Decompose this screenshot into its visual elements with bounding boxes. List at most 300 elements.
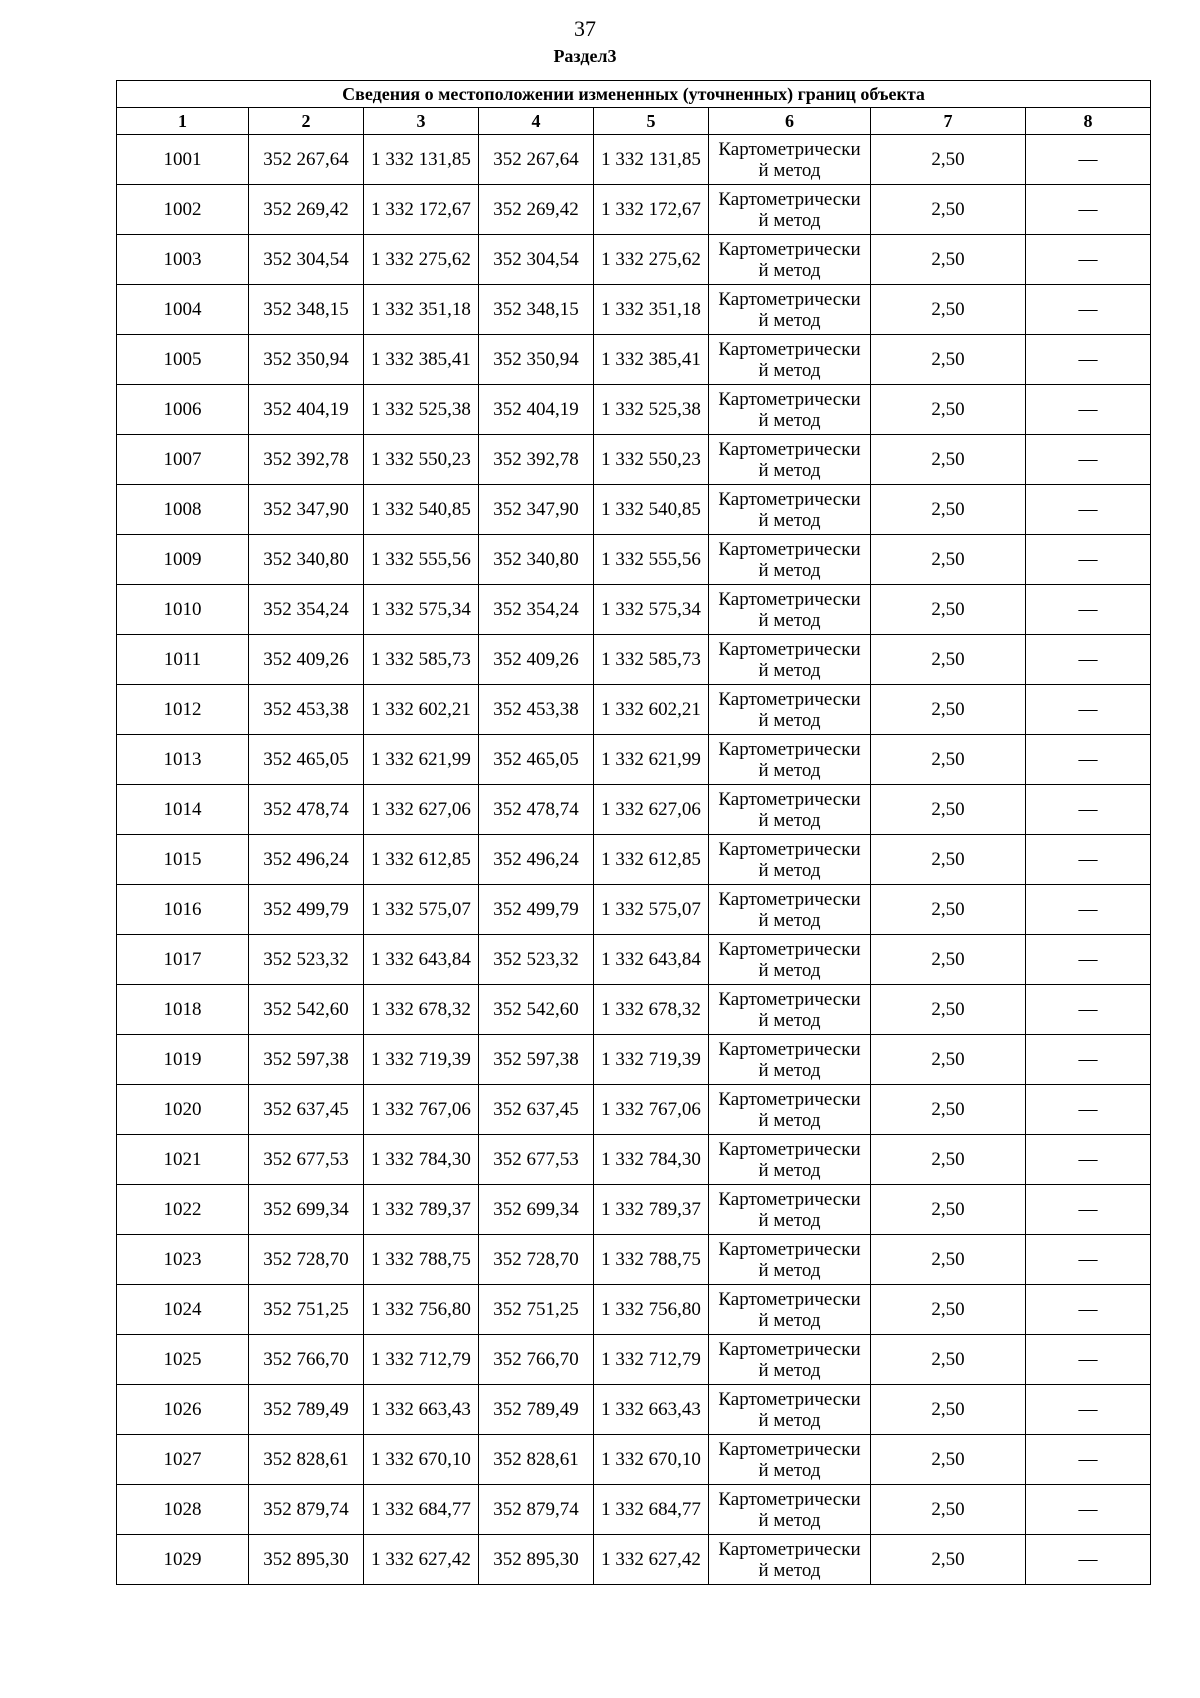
method-line-1: Картометрически — [718, 838, 861, 860]
point-number-cell: 1013 — [117, 735, 249, 785]
method-cell — [709, 1035, 871, 1085]
y-existing-cell: 1 332 684,77 — [364, 1485, 479, 1535]
x-refined-cell: 352 392,78 — [479, 435, 594, 485]
method-line-1: Картометрически — [718, 438, 861, 460]
method-line-1: Картометрически — [718, 1288, 861, 1310]
y-existing-cell: 1 332 784,30 — [364, 1135, 479, 1185]
y-refined-cell: 1 332 385,41 — [594, 335, 709, 385]
point-number-cell: 1029 — [117, 1535, 249, 1585]
method-line-2: й метод — [758, 759, 821, 781]
table-row — [117, 1135, 1151, 1185]
x-existing-cell: 352 350,94 — [249, 335, 364, 385]
x-refined-cell: 352 828,61 — [479, 1435, 594, 1485]
y-refined-cell: 1 332 678,32 — [594, 985, 709, 1035]
accuracy-cell: 2,50 — [871, 385, 1026, 435]
x-refined-cell: 352 789,49 — [479, 1385, 594, 1435]
y-existing-cell: 1 332 789,37 — [364, 1185, 479, 1235]
y-refined-cell: 1 332 550,23 — [594, 435, 709, 485]
method-line-2: й метод — [758, 1559, 821, 1581]
accuracy-cell: 2,50 — [871, 1385, 1026, 1435]
y-existing-cell: 1 332 627,42 — [364, 1535, 479, 1585]
x-existing-cell: 352 597,38 — [249, 1035, 364, 1085]
description-cell: — — [1026, 1135, 1151, 1185]
method-line-1: Картометрически — [718, 788, 861, 810]
method-line-2: й метод — [758, 259, 821, 281]
description-cell: — — [1026, 985, 1151, 1035]
y-existing-cell: 1 332 131,85 — [364, 135, 479, 185]
method-line-1: Картометрически — [718, 738, 861, 760]
y-refined-cell: 1 332 719,39 — [594, 1035, 709, 1085]
point-number-cell: 1021 — [117, 1135, 249, 1185]
description-cell: — — [1026, 1435, 1151, 1485]
method-line-2: й метод — [758, 1309, 821, 1331]
x-existing-cell: 352 789,49 — [249, 1385, 364, 1435]
accuracy-cell: 2,50 — [871, 1435, 1026, 1485]
method-cell — [709, 985, 871, 1035]
y-refined-cell: 1 332 351,18 — [594, 285, 709, 335]
accuracy-cell: 2,50 — [871, 435, 1026, 485]
description-cell: — — [1026, 685, 1151, 735]
method-cell — [709, 235, 871, 285]
method-cell — [709, 935, 871, 985]
point-number-cell: 1017 — [117, 935, 249, 985]
method-line-2: й метод — [758, 959, 821, 981]
method-cell — [709, 535, 871, 585]
y-refined-cell: 1 332 575,07 — [594, 885, 709, 935]
method-line-1: Картометрически — [718, 588, 861, 610]
method-line-2: й метод — [758, 309, 821, 331]
y-existing-cell: 1 332 663,43 — [364, 1385, 479, 1435]
y-existing-cell: 1 332 712,79 — [364, 1335, 479, 1385]
accuracy-cell: 2,50 — [871, 135, 1026, 185]
x-existing-cell: 352 409,26 — [249, 635, 364, 685]
table-row — [117, 1435, 1151, 1485]
description-cell: — — [1026, 785, 1151, 835]
description-cell: — — [1026, 385, 1151, 435]
y-existing-cell: 1 332 621,99 — [364, 735, 479, 785]
method-line-2: й метод — [758, 459, 821, 481]
point-number-cell: 1028 — [117, 1485, 249, 1535]
method-cell — [709, 485, 871, 535]
description-cell: — — [1026, 185, 1151, 235]
x-refined-cell: 352 409,26 — [479, 635, 594, 685]
method-line-1: Картометрически — [718, 1038, 861, 1060]
table-row — [117, 635, 1151, 685]
description-cell: — — [1026, 1185, 1151, 1235]
column-number-6: 6 — [709, 108, 871, 135]
x-existing-cell: 352 751,25 — [249, 1285, 364, 1335]
point-number-cell: 1026 — [117, 1385, 249, 1435]
description-cell: — — [1026, 735, 1151, 785]
table-row — [117, 1485, 1151, 1535]
y-refined-cell: 1 332 663,43 — [594, 1385, 709, 1435]
description-cell: — — [1026, 935, 1151, 985]
x-existing-cell: 352 496,24 — [249, 835, 364, 885]
table-row — [117, 385, 1151, 435]
accuracy-cell: 2,50 — [871, 335, 1026, 385]
table-row — [117, 1185, 1151, 1235]
x-refined-cell: 352 637,45 — [479, 1085, 594, 1135]
method-cell — [709, 635, 871, 685]
description-cell: — — [1026, 285, 1151, 335]
method-line-2: й метод — [758, 1159, 821, 1181]
method-cell — [709, 285, 871, 335]
x-refined-cell: 352 499,79 — [479, 885, 594, 935]
table-row — [117, 235, 1151, 285]
x-existing-cell: 352 637,45 — [249, 1085, 364, 1135]
method-cell — [709, 435, 871, 485]
table-row — [117, 485, 1151, 535]
section-title: Раздел3 — [553, 46, 617, 66]
table-row — [117, 1385, 1151, 1435]
table-row — [117, 1335, 1151, 1385]
y-refined-cell: 1 332 788,75 — [594, 1235, 709, 1285]
x-refined-cell: 352 465,05 — [479, 735, 594, 785]
x-existing-cell: 352 895,30 — [249, 1535, 364, 1585]
y-refined-cell: 1 332 540,85 — [594, 485, 709, 535]
column-number-7: 7 — [871, 108, 1026, 135]
table-body — [117, 135, 1151, 1585]
table-row — [117, 535, 1151, 585]
point-number-cell: 1023 — [117, 1235, 249, 1285]
x-existing-cell: 352 677,53 — [249, 1135, 364, 1185]
description-cell: — — [1026, 135, 1151, 185]
column-number-row — [117, 108, 1151, 135]
point-number-cell: 1007 — [117, 435, 249, 485]
method-line-1: Картометрически — [718, 1188, 861, 1210]
y-existing-cell: 1 332 627,06 — [364, 785, 479, 835]
table-row — [117, 1535, 1151, 1585]
accuracy-cell: 2,50 — [871, 235, 1026, 285]
x-refined-cell: 352 348,15 — [479, 285, 594, 335]
table-row — [117, 835, 1151, 885]
description-cell: — — [1026, 535, 1151, 585]
y-refined-cell: 1 332 555,56 — [594, 535, 709, 585]
y-refined-cell: 1 332 684,77 — [594, 1485, 709, 1535]
point-number-cell: 1003 — [117, 235, 249, 285]
column-number-1: 1 — [117, 108, 249, 135]
method-line-1: Картометрически — [718, 488, 861, 510]
accuracy-cell: 2,50 — [871, 1085, 1026, 1135]
method-line-1: Картометрически — [718, 388, 861, 410]
x-refined-cell: 352 347,90 — [479, 485, 594, 535]
method-cell — [709, 1335, 871, 1385]
method-line-2: й метод — [758, 1359, 821, 1381]
point-number-cell: 1010 — [117, 585, 249, 635]
method-cell — [709, 335, 871, 385]
table-caption: Сведения о местоположении измененных (уточненных) границ объекта — [117, 81, 1151, 108]
x-refined-cell: 352 404,19 — [479, 385, 594, 435]
accuracy-cell: 2,50 — [871, 1285, 1026, 1335]
x-refined-cell: 352 766,70 — [479, 1335, 594, 1385]
x-refined-cell: 352 496,24 — [479, 835, 594, 885]
boundary-coordinates-table — [116, 80, 1151, 1585]
y-refined-cell: 1 332 585,73 — [594, 635, 709, 685]
y-refined-cell: 1 332 784,30 — [594, 1135, 709, 1185]
y-refined-cell: 1 332 575,34 — [594, 585, 709, 635]
y-refined-cell: 1 332 712,79 — [594, 1335, 709, 1385]
method-line-2: й метод — [758, 1009, 821, 1031]
x-existing-cell: 352 879,74 — [249, 1485, 364, 1535]
method-line-1: Картометрически — [718, 338, 861, 360]
point-number-cell: 1018 — [117, 985, 249, 1035]
description-cell: — — [1026, 585, 1151, 635]
x-existing-cell: 352 304,54 — [249, 235, 364, 285]
table-row — [117, 935, 1151, 985]
accuracy-cell: 2,50 — [871, 635, 1026, 685]
y-refined-cell: 1 332 602,21 — [594, 685, 709, 735]
method-cell — [709, 1435, 871, 1485]
table-row — [117, 1085, 1151, 1135]
accuracy-cell: 2,50 — [871, 1135, 1026, 1185]
y-existing-cell: 1 332 555,56 — [364, 535, 479, 585]
y-refined-cell: 1 332 131,85 — [594, 135, 709, 185]
point-number-cell: 1016 — [117, 885, 249, 935]
accuracy-cell: 2,50 — [871, 1185, 1026, 1235]
x-existing-cell: 352 828,61 — [249, 1435, 364, 1485]
accuracy-cell: 2,50 — [871, 1035, 1026, 1085]
method-cell — [709, 1385, 871, 1435]
method-line-2: й метод — [758, 409, 821, 431]
description-cell: — — [1026, 885, 1151, 935]
x-existing-cell: 352 699,34 — [249, 1185, 364, 1235]
description-cell: — — [1026, 235, 1151, 285]
method-line-2: й метод — [758, 1459, 821, 1481]
point-number-cell: 1022 — [117, 1185, 249, 1235]
x-existing-cell: 352 348,15 — [249, 285, 364, 335]
point-number-cell: 1025 — [117, 1335, 249, 1385]
y-existing-cell: 1 332 612,85 — [364, 835, 479, 885]
table-row — [117, 185, 1151, 235]
table-row — [117, 1035, 1151, 1085]
method-line-2: й метод — [758, 659, 821, 681]
point-number-cell: 1001 — [117, 135, 249, 185]
method-line-2: й метод — [758, 209, 821, 231]
accuracy-cell: 2,50 — [871, 985, 1026, 1035]
x-refined-cell: 352 751,25 — [479, 1285, 594, 1335]
table-row — [117, 785, 1151, 835]
point-number-cell: 1027 — [117, 1435, 249, 1485]
method-line-1: Картометрически — [718, 188, 861, 210]
point-number-cell: 1006 — [117, 385, 249, 435]
x-existing-cell: 352 392,78 — [249, 435, 364, 485]
point-number-cell: 1019 — [117, 1035, 249, 1085]
y-refined-cell: 1 332 767,06 — [594, 1085, 709, 1135]
method-cell — [709, 735, 871, 785]
description-cell: — — [1026, 335, 1151, 385]
method-line-2: й метод — [758, 509, 821, 531]
x-existing-cell: 352 347,90 — [249, 485, 364, 535]
point-number-cell: 1009 — [117, 535, 249, 585]
accuracy-cell: 2,50 — [871, 935, 1026, 985]
x-refined-cell: 352 340,80 — [479, 535, 594, 585]
y-existing-cell: 1 332 385,41 — [364, 335, 479, 385]
method-line-2: й метод — [758, 809, 821, 831]
table-row — [117, 1235, 1151, 1285]
y-refined-cell: 1 332 670,10 — [594, 1435, 709, 1485]
method-line-1: Картометрически — [718, 938, 861, 960]
page-number: 37 — [574, 16, 596, 41]
point-number-cell: 1012 — [117, 685, 249, 735]
y-refined-cell: 1 332 172,67 — [594, 185, 709, 235]
table-row — [117, 285, 1151, 335]
x-refined-cell: 352 523,32 — [479, 935, 594, 985]
method-line-2: й метод — [758, 1109, 821, 1131]
y-existing-cell: 1 332 525,38 — [364, 385, 479, 435]
method-cell — [709, 1085, 871, 1135]
x-refined-cell: 352 728,70 — [479, 1235, 594, 1285]
accuracy-cell: 2,50 — [871, 835, 1026, 885]
y-existing-cell: 1 332 550,23 — [364, 435, 479, 485]
description-cell: — — [1026, 835, 1151, 885]
table-row — [117, 1285, 1151, 1335]
y-existing-cell: 1 332 585,73 — [364, 635, 479, 685]
method-line-1: Картометрически — [718, 888, 861, 910]
y-refined-cell: 1 332 621,99 — [594, 735, 709, 785]
method-line-2: й метод — [758, 1509, 821, 1531]
method-line-1: Картометрически — [718, 1338, 861, 1360]
x-existing-cell: 352 523,32 — [249, 935, 364, 985]
method-cell — [709, 585, 871, 635]
x-existing-cell: 352 542,60 — [249, 985, 364, 1035]
method-cell — [709, 785, 871, 835]
point-number-cell: 1024 — [117, 1285, 249, 1335]
y-existing-cell: 1 332 351,18 — [364, 285, 479, 335]
method-line-1: Картометрически — [718, 138, 861, 160]
method-cell — [709, 685, 871, 735]
description-cell: — — [1026, 1335, 1151, 1385]
method-cell — [709, 1235, 871, 1285]
method-line-2: й метод — [758, 559, 821, 581]
accuracy-cell: 2,50 — [871, 1485, 1026, 1535]
table-row — [117, 885, 1151, 935]
point-number-cell: 1020 — [117, 1085, 249, 1135]
table-row — [117, 135, 1151, 185]
method-line-1: Картометрически — [718, 1388, 861, 1410]
method-line-1: Картометрически — [718, 1138, 861, 1160]
point-number-cell: 1014 — [117, 785, 249, 835]
column-number-3: 3 — [364, 108, 479, 135]
description-cell: — — [1026, 1085, 1151, 1135]
method-line-2: й метод — [758, 1409, 821, 1431]
x-refined-cell: 352 699,34 — [479, 1185, 594, 1235]
description-cell: — — [1026, 1385, 1151, 1435]
x-refined-cell: 352 478,74 — [479, 785, 594, 835]
y-existing-cell: 1 332 540,85 — [364, 485, 479, 535]
table-caption-row — [117, 81, 1151, 108]
y-existing-cell: 1 332 670,10 — [364, 1435, 479, 1485]
point-number-cell: 1005 — [117, 335, 249, 385]
table-row — [117, 585, 1151, 635]
method-line-1: Картометрически — [718, 638, 861, 660]
description-cell: — — [1026, 635, 1151, 685]
x-refined-cell: 352 879,74 — [479, 1485, 594, 1535]
y-refined-cell: 1 332 643,84 — [594, 935, 709, 985]
method-line-1: Картометрически — [718, 238, 861, 260]
x-existing-cell: 352 404,19 — [249, 385, 364, 435]
x-refined-cell: 352 267,64 — [479, 135, 594, 185]
y-existing-cell: 1 332 602,21 — [364, 685, 479, 735]
y-refined-cell: 1 332 612,85 — [594, 835, 709, 885]
description-cell: — — [1026, 1485, 1151, 1535]
table-row — [117, 985, 1151, 1035]
method-line-2: й метод — [758, 1209, 821, 1231]
description-cell: — — [1026, 1535, 1151, 1585]
description-cell: — — [1026, 1035, 1151, 1085]
point-number-cell: 1011 — [117, 635, 249, 685]
x-existing-cell: 352 766,70 — [249, 1335, 364, 1385]
x-refined-cell: 352 453,38 — [479, 685, 594, 735]
y-existing-cell: 1 332 719,39 — [364, 1035, 479, 1085]
accuracy-cell: 2,50 — [871, 585, 1026, 635]
x-existing-cell: 352 465,05 — [249, 735, 364, 785]
column-number-4: 4 — [479, 108, 594, 135]
y-existing-cell: 1 332 172,67 — [364, 185, 479, 235]
method-cell — [709, 1535, 871, 1585]
description-cell: — — [1026, 435, 1151, 485]
method-cell — [709, 1135, 871, 1185]
method-line-1: Картометрически — [718, 538, 861, 560]
table-row — [117, 435, 1151, 485]
method-line-2: й метод — [758, 359, 821, 381]
method-cell — [709, 885, 871, 935]
description-cell: — — [1026, 485, 1151, 535]
x-refined-cell: 352 677,53 — [479, 1135, 594, 1185]
y-existing-cell: 1 332 643,84 — [364, 935, 479, 985]
method-cell — [709, 835, 871, 885]
y-refined-cell: 1 332 756,80 — [594, 1285, 709, 1335]
table-row — [117, 735, 1151, 785]
x-refined-cell: 352 542,60 — [479, 985, 594, 1035]
table-row — [117, 685, 1151, 735]
x-refined-cell: 352 350,94 — [479, 335, 594, 385]
x-refined-cell: 352 895,30 — [479, 1535, 594, 1585]
accuracy-cell: 2,50 — [871, 1235, 1026, 1285]
method-cell — [709, 1185, 871, 1235]
method-line-1: Картометрически — [718, 1088, 861, 1110]
method-line-2: й метод — [758, 159, 821, 181]
y-refined-cell: 1 332 789,37 — [594, 1185, 709, 1235]
y-existing-cell: 1 332 767,06 — [364, 1085, 479, 1135]
method-line-2: й метод — [758, 909, 821, 931]
method-line-1: Картометрически — [718, 1238, 861, 1260]
accuracy-cell: 2,50 — [871, 735, 1026, 785]
accuracy-cell: 2,50 — [871, 685, 1026, 735]
point-number-cell: 1004 — [117, 285, 249, 335]
x-refined-cell: 352 269,42 — [479, 185, 594, 235]
method-line-2: й метод — [758, 859, 821, 881]
y-existing-cell: 1 332 275,62 — [364, 235, 479, 285]
point-number-cell: 1008 — [117, 485, 249, 535]
x-existing-cell: 352 340,80 — [249, 535, 364, 585]
x-refined-cell: 352 354,24 — [479, 585, 594, 635]
method-line-2: й метод — [758, 709, 821, 731]
method-line-1: Картометрически — [718, 1438, 861, 1460]
method-line-1: Картометрически — [718, 988, 861, 1010]
point-number-cell: 1015 — [117, 835, 249, 885]
accuracy-cell: 2,50 — [871, 1335, 1026, 1385]
y-refined-cell: 1 332 627,06 — [594, 785, 709, 835]
method-cell — [709, 1485, 871, 1535]
method-line-2: й метод — [758, 1259, 821, 1281]
description-cell: — — [1026, 1235, 1151, 1285]
method-line-2: й метод — [758, 609, 821, 631]
x-existing-cell: 352 499,79 — [249, 885, 364, 935]
x-existing-cell: 352 453,38 — [249, 685, 364, 735]
method-line-2: й метод — [758, 1059, 821, 1081]
method-line-1: Картометрически — [718, 688, 861, 710]
method-cell — [709, 185, 871, 235]
